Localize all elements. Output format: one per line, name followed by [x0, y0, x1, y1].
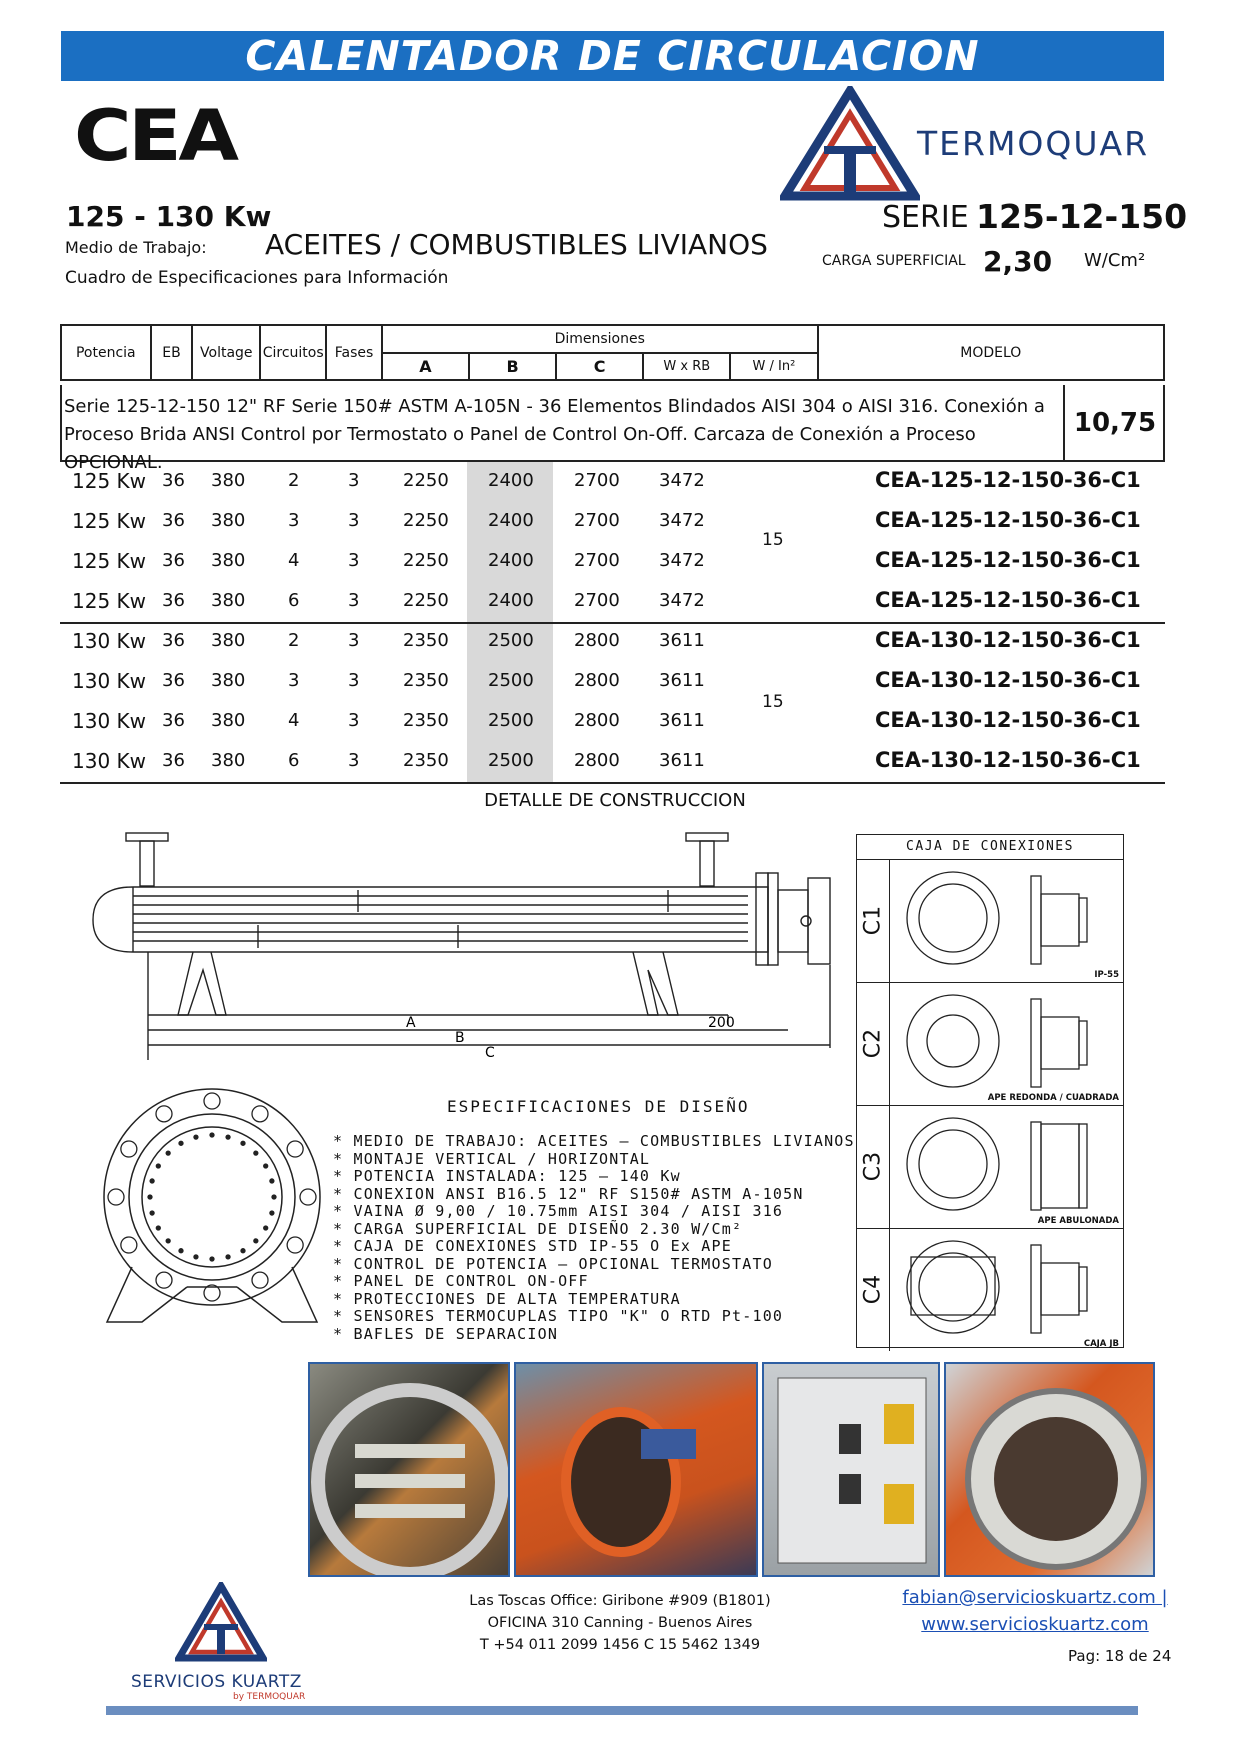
description-value: 10,75 — [1063, 385, 1165, 462]
flange-stud — [150, 1179, 154, 1183]
table-row — [60, 742, 1165, 782]
table-bottom-line — [60, 782, 1165, 784]
flange-bolt — [204, 1093, 220, 1109]
flange-bolt — [156, 1272, 172, 1288]
cell-wxrb: 3611 — [659, 710, 705, 731]
photo-heater-vessel — [514, 1362, 758, 1577]
cell-circuitos: 4 — [288, 550, 300, 571]
cell-a: 2250 — [403, 510, 449, 531]
cell-a: 2250 — [403, 590, 449, 611]
cell-modelo: CEA-125-12-150-36-C1 — [875, 468, 1141, 492]
cell-modelo: CEA-130-12-150-36-C1 — [875, 668, 1141, 692]
cell-eb: 36 — [162, 510, 185, 531]
cell-c: 2800 — [574, 710, 620, 731]
cell-a: 2350 — [403, 750, 449, 771]
caja-code: C2 — [860, 1028, 886, 1059]
cell-wxrb: 3472 — [659, 590, 705, 611]
cell-fases: 3 — [348, 470, 360, 491]
flange-stud — [156, 1226, 160, 1230]
flange-stud — [226, 1255, 230, 1259]
cell-potencia: 125 Kw — [72, 469, 147, 493]
cell-circuitos: 2 — [288, 630, 300, 651]
dim-c-label: C — [485, 1045, 495, 1061]
spec-item: * SENSORES TERMOCUPLAS TIPO "K" O RTD Pt-100 — [333, 1307, 784, 1325]
company-name: SERVICIOS KUARTZ — [131, 1672, 302, 1692]
cell-fases: 3 — [348, 590, 360, 611]
cell-modelo: CEA-130-12-150-36-C1 — [875, 708, 1141, 732]
caja-code: C3 — [860, 1151, 886, 1182]
flange-bolt — [121, 1237, 137, 1253]
cell-eb: 36 — [162, 550, 185, 571]
cell-eb: 36 — [162, 470, 185, 491]
cell-b: 2500 — [488, 630, 534, 651]
cell-fases: 3 — [348, 750, 360, 771]
caja-c3-drawing-icon — [893, 1112, 1118, 1222]
spec-item: * MONTAJE VERTICAL / HORIZONTAL — [333, 1149, 651, 1168]
cell-circuitos: 6 — [288, 590, 300, 611]
cell-b: 2500 — [488, 710, 534, 731]
col-fases: Fases — [326, 325, 382, 380]
flange-front-drawing — [102, 1087, 327, 1352]
cell-circuitos: 6 — [288, 750, 300, 771]
cell-c: 2800 — [574, 670, 620, 691]
caja-row-c2 — [857, 982, 1123, 1105]
address-line-2: OFICINA 310 Canning - Buenos Aires — [487, 1615, 753, 1631]
contact-links — [880, 1584, 1190, 1638]
cell-wxrb: 3472 — [659, 510, 705, 531]
spec-item: * PANEL DE CONTROL ON-OFF — [333, 1272, 589, 1290]
cell-fases: 3 — [348, 670, 360, 691]
power-range: 125 - 130 Kw — [66, 200, 272, 233]
cell-a: 2250 — [403, 550, 449, 571]
dim-200-label: 200 — [708, 1015, 735, 1031]
cell-a: 2350 — [403, 710, 449, 731]
carga-unit: W/Cm² — [1084, 250, 1146, 271]
cell-a: 2350 — [403, 670, 449, 691]
flange-stud — [166, 1239, 170, 1243]
cell-potencia: 130 Kw — [72, 749, 147, 773]
flange-bolt — [287, 1141, 303, 1157]
flange-stud — [194, 1135, 198, 1139]
footer-bar — [106, 1706, 1138, 1715]
cell-fases: 3 — [348, 510, 360, 531]
cell-c: 2700 — [574, 590, 620, 611]
cell-circuitos: 2 — [288, 470, 300, 491]
cell-modelo: CEA-125-12-150-36-C1 — [875, 548, 1141, 572]
col-win: W / In² — [730, 353, 817, 380]
caja-caption: IP-55 — [1094, 970, 1119, 980]
flange-stud — [210, 1257, 214, 1261]
termoquar-logo-icon — [780, 86, 920, 201]
caja-caption: APE ABULONADA — [1037, 1216, 1119, 1226]
flange-stud — [272, 1195, 276, 1199]
group1-win: 15 — [762, 530, 784, 550]
dim-b-label: B — [455, 1030, 465, 1046]
cell-wxrb: 3472 — [659, 470, 705, 491]
flange-stud — [210, 1133, 214, 1137]
flange-bolt — [300, 1189, 316, 1205]
cell-b: 2400 — [488, 550, 534, 571]
flange-bolt — [156, 1106, 172, 1122]
caja-conexiones-panel — [856, 834, 1124, 1348]
cell-eb: 36 — [162, 630, 185, 651]
carga-value: 2,30 — [983, 245, 1053, 278]
col-modelo: MODELO — [818, 325, 1164, 380]
cell-voltage: 380 — [211, 510, 246, 531]
flange-stud — [226, 1135, 230, 1139]
spec-item: * CARGA SUPERFICIAL DE DISEÑO 2.30 W/Cm² — [333, 1219, 743, 1238]
cell-eb: 36 — [162, 750, 185, 771]
serie-value: 125-12-150 — [976, 197, 1188, 236]
flange-stud — [254, 1151, 258, 1155]
cell-modelo: CEA-130-12-150-36-C1 — [875, 628, 1141, 652]
spec-item: * POTENCIA INSTALADA: 125 – 140 Kw — [333, 1167, 681, 1185]
cell-c: 2800 — [574, 750, 620, 771]
flange-stud — [166, 1151, 170, 1155]
cell-fases: 3 — [348, 630, 360, 651]
caja-row-c4 — [857, 1228, 1123, 1351]
table-row — [60, 582, 1165, 622]
cell-potencia: 130 Kw — [72, 669, 147, 693]
flange-stud — [270, 1179, 274, 1183]
flange-stud — [264, 1164, 268, 1168]
cell-b: 2500 — [488, 670, 534, 691]
termoquar-logo-text: TERMOQUAR — [917, 124, 1150, 163]
col-a: A — [382, 353, 469, 380]
cell-potencia: 130 Kw — [72, 709, 147, 733]
flange-stud — [179, 1249, 183, 1253]
cell-b: 2500 — [488, 750, 534, 771]
cuadro-note: Cuadro de Especificaciones para Información — [65, 268, 449, 288]
cell-potencia: 125 Kw — [72, 549, 147, 573]
spec-item: * CAJA DE CONEXIONES STD IP-55 O Ex APE — [333, 1237, 732, 1255]
caja-caption: APE REDONDA / CUADRADA — [987, 1093, 1119, 1103]
col-eb: EB — [151, 325, 193, 380]
table-row — [60, 502, 1165, 542]
cell-voltage: 380 — [211, 590, 246, 611]
table-row — [60, 542, 1165, 582]
spec-item: * CONTROL DE POTENCIA – OPCIONAL TERMOSTATO — [333, 1254, 773, 1273]
spec-item: * VAINA Ø 9,00 / 10.75mm AISI 304 / AISI 316 — [333, 1202, 784, 1220]
detalle-title: DETALLE DE CONSTRUCCION — [484, 790, 746, 811]
page-number: Pag: 18 de 24 — [1068, 1647, 1172, 1665]
col-circuitos: Circuitos — [260, 325, 326, 380]
cell-fases: 3 — [348, 710, 360, 731]
cell-modelo: CEA-130-12-150-36-C1 — [875, 748, 1141, 772]
caja-code: C1 — [860, 905, 886, 936]
spec-item: * PROTECCIONES DE ALTA TEMPERATURA — [333, 1289, 681, 1308]
photo-control-panel — [762, 1362, 940, 1577]
spec-table-header — [60, 324, 1165, 381]
cell-potencia: 130 Kw — [72, 629, 147, 653]
address-block — [465, 1590, 775, 1656]
flange-bolt — [252, 1106, 268, 1122]
cell-wxrb: 3611 — [659, 630, 705, 651]
cell-b: 2400 — [488, 510, 534, 531]
photo-open-flange — [944, 1362, 1155, 1577]
table-row — [60, 622, 1165, 662]
table-row — [60, 662, 1165, 702]
flange-stud — [270, 1211, 274, 1215]
cell-eb: 36 — [162, 590, 185, 611]
caja-c4-drawing-icon — [893, 1235, 1118, 1345]
flange-bolt — [287, 1237, 303, 1253]
flange-stud — [194, 1255, 198, 1259]
flange-stud — [264, 1226, 268, 1230]
cell-a: 2250 — [403, 470, 449, 491]
carga-label: CARGA SUPERFICIAL — [822, 253, 966, 269]
cell-eb: 36 — [162, 670, 185, 691]
caja-c1-drawing-icon — [893, 866, 1118, 976]
col-c: C — [556, 353, 643, 380]
cell-wxrb: 3472 — [659, 550, 705, 571]
cell-wxrb: 3611 — [659, 670, 705, 691]
spec-item: * BAFLES DE SEPARACION — [333, 1324, 559, 1343]
flange-stud — [148, 1195, 152, 1199]
flange-stud — [156, 1164, 160, 1168]
caja-code: C4 — [860, 1274, 886, 1305]
cell-c: 2700 — [574, 510, 620, 531]
cell-eb: 36 — [162, 710, 185, 731]
address-line-1: Las Toscas Office: Giribone #909 (B1801) — [469, 1593, 771, 1609]
cell-modelo: CEA-125-12-150-36-C1 — [875, 508, 1141, 532]
cell-wxrb: 3611 — [659, 750, 705, 771]
caja-c2-drawing-icon — [893, 989, 1118, 1099]
spec-list — [333, 1133, 855, 1343]
medio-label: Medio de Trabajo: — [65, 238, 207, 257]
cell-circuitos: 4 — [288, 710, 300, 731]
cell-voltage: 380 — [211, 550, 246, 571]
serie-label: SERIE — [882, 200, 969, 235]
flange-bolt — [252, 1272, 268, 1288]
flange-bolt — [121, 1141, 137, 1157]
group2-win: 15 — [762, 692, 784, 712]
company-by: by TERMOQUAR — [233, 1692, 306, 1702]
col-voltage: Voltage — [192, 325, 260, 380]
cell-voltage: 380 — [211, 470, 246, 491]
flange-bolt — [108, 1189, 124, 1205]
brand-name: CEA — [74, 95, 236, 177]
cell-b: 2400 — [488, 470, 534, 491]
spec-item: * CONEXION ANSI B16.5 12" RF S150# ASTM A-105N — [333, 1184, 804, 1203]
email-link[interactable]: fabian@servicioskuartz.com | — [902, 1587, 1168, 1608]
cell-a: 2350 — [403, 630, 449, 651]
cell-c: 2700 — [574, 550, 620, 571]
cell-voltage: 380 — [211, 710, 246, 731]
flange-stud — [150, 1211, 154, 1215]
caja-caption: CAJA JB — [1083, 1339, 1119, 1349]
servicios-kuartz-logo-icon — [175, 1582, 267, 1662]
flange-stud — [241, 1249, 245, 1253]
table-row — [60, 702, 1165, 742]
address-line-3: T +54 011 2099 1456 C 15 5462 1349 — [479, 1637, 761, 1653]
cell-voltage: 380 — [211, 630, 246, 651]
description-text: Serie 125-12-150 12" RF Serie 150# ASTM A-105N - 36 Elementos Blindados AISI 304 o AISI 316. Conexión a Proceso Brida ANSI Control por Termostato o Panel de Control On-Off. Carcaza de Conexión a Proceso OPCIONAL. — [64, 396, 1045, 473]
cell-c: 2700 — [574, 470, 620, 491]
cell-potencia: 125 Kw — [72, 509, 147, 533]
flange-stud — [179, 1141, 183, 1145]
flange-stud — [254, 1239, 258, 1243]
table-row — [60, 462, 1165, 502]
spec-item: * MEDIO DE TRABAJO: ACEITES – COMBUSTIBLES LIVIANOS — [333, 1132, 855, 1150]
caja-title: CAJA DE CONEXIONES — [857, 835, 1123, 860]
cell-fases: 3 — [348, 550, 360, 571]
cell-b: 2400 — [488, 590, 534, 611]
caja-row-c1 — [857, 860, 1123, 982]
cell-voltage: 380 — [211, 670, 246, 691]
col-dimensiones: Dimensiones — [382, 325, 818, 353]
spec-title: ESPECIFICACIONES DE DISEÑO — [447, 1097, 750, 1116]
page-banner-title: CALENTADOR DE CIRCULACION — [61, 31, 1164, 81]
dim-a-label: A — [406, 1015, 416, 1031]
col-b: B — [469, 353, 556, 380]
photo-terminal-box — [308, 1362, 510, 1577]
col-potencia: Potencia — [61, 325, 151, 380]
group-divider — [60, 622, 1165, 624]
cell-circuitos: 3 — [288, 670, 300, 691]
col-wxrb: W x RB — [643, 353, 730, 380]
caja-row-c3 — [857, 1105, 1123, 1228]
medio-value: ACEITES / COMBUSTIBLES LIVIANOS — [265, 228, 768, 261]
cell-circuitos: 3 — [288, 510, 300, 531]
heater-side-drawing — [88, 830, 848, 1075]
website-link[interactable]: www.servicioskuartz.com — [921, 1614, 1149, 1635]
cell-modelo: CEA-125-12-150-36-C1 — [875, 588, 1141, 612]
flange-stud — [241, 1141, 245, 1145]
cell-potencia: 125 Kw — [72, 589, 147, 613]
cell-voltage: 380 — [211, 750, 246, 771]
cell-c: 2800 — [574, 630, 620, 651]
